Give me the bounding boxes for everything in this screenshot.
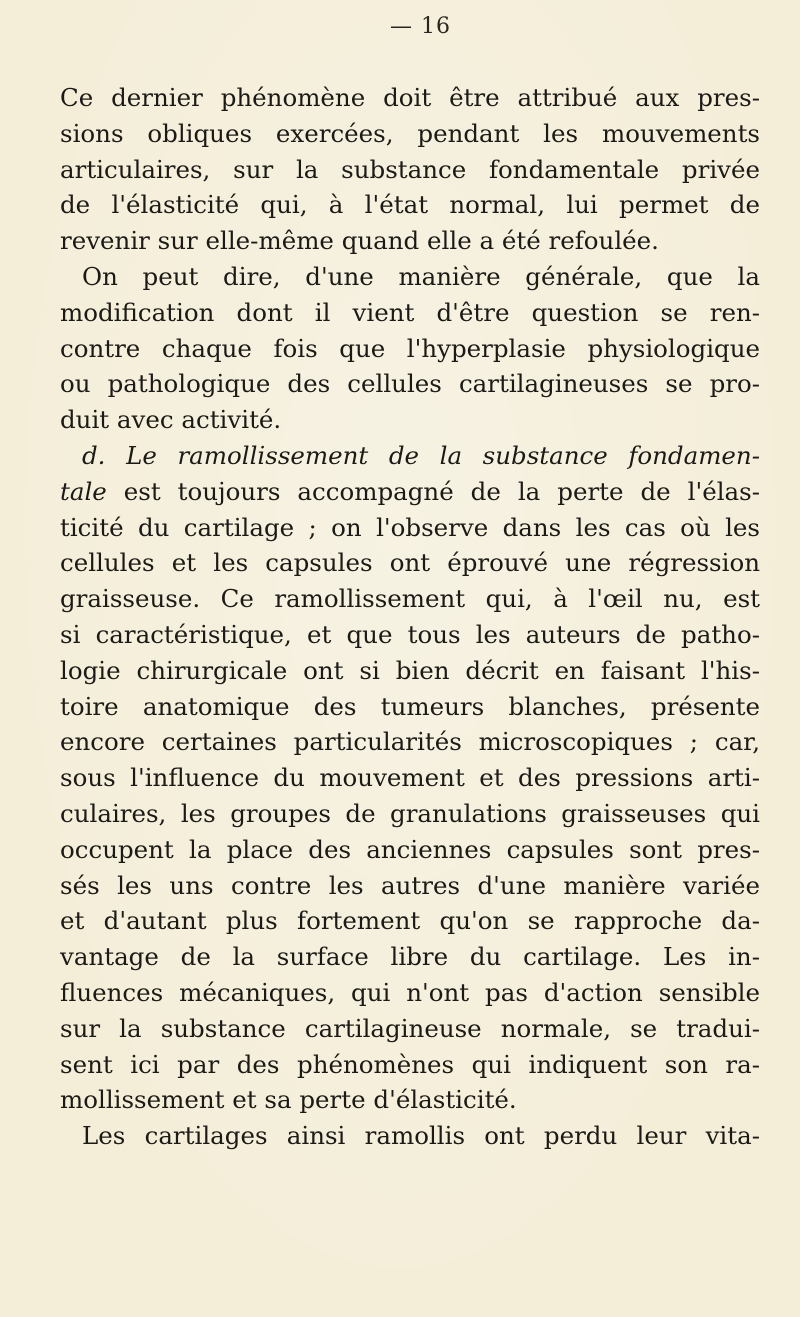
- text-line: occupent la place des anciennes capsules sont pres-: [60, 834, 760, 864]
- section-title-part: Le ramollissement de la substance fondamen-: [126, 440, 760, 470]
- text-line: Ce dernier phénomène doit être attribué aux pres-: [60, 83, 760, 112]
- text-line: fluences mécaniques, qui n'ont pas d'action sensible: [60, 977, 760, 1007]
- text-fragment: est toujours accompagné de la perte de l'élas-: [106, 476, 760, 506]
- page-number: — 16: [390, 14, 451, 39]
- text-line: articulaires, sur la substance fondamentale privée: [60, 154, 760, 184]
- text-line: culaires, les groupes de granulations graisseuses qui: [60, 798, 760, 828]
- text-line: et d'autant plus fortement qu'on se rapproche da-: [60, 906, 760, 936]
- section-title-part: tale: [60, 476, 107, 506]
- text-line: graisseuse. Ce ramollissement qui, à l'œil nu, est: [60, 584, 760, 614]
- text-line: contre chaque fois que l'hyperplasie physiologique: [60, 333, 760, 363]
- text-line: sous l'influence du mouvement et des pressions arti-: [60, 763, 760, 793]
- text-line: si caractéristique, et que tous les auteurs de patho-: [60, 619, 760, 649]
- text-line: encore certaines particularités microscopiques ; car,: [60, 727, 760, 757]
- text-line: ticité du cartilage ; on l'observe dans les cas où les: [60, 512, 760, 542]
- section-label: d.: [82, 440, 127, 470]
- text-line: Les cartilages ainsi ramollis ont perdu leur vita-: [82, 1121, 760, 1151]
- text-line: logie chirurgicale ont si bien décrit en faisant l'his-: [60, 655, 760, 685]
- text-line: vantage de la surface libre du cartilage. Les in-: [60, 942, 760, 972]
- text-line: duit avec activité.: [60, 405, 282, 435]
- text-line: cellules et les capsules ont éprouvé une régression: [60, 548, 760, 578]
- text-line: toire anatomique des tumeurs blanches, présente: [60, 691, 760, 721]
- text-line: ou pathologique des cellules cartilagineuses se pro-: [60, 369, 760, 399]
- text-line: sés les uns contre les autres d'une manière variée: [60, 870, 760, 900]
- text-line: sur la substance cartilagineuse normale, se tradui-: [60, 1013, 760, 1043]
- text-line: On peut dire, d'une manière générale, que la: [82, 261, 760, 291]
- text-line: sions obliques exercées, pendant les mouvements: [60, 118, 760, 148]
- text-line: mollissement et sa perte d'élasticité.: [60, 1085, 517, 1115]
- text-line: de l'élasticité qui, à l'état normal, lui permet de: [60, 190, 760, 220]
- text-line: sent ici par des phénomènes qui indiquent son ra-: [60, 1049, 760, 1079]
- section-heading-line: [60, 438, 760, 474]
- body-text: [60, 80, 760, 1154]
- text-line: revenir sur elle-même quand elle a été refoulée.: [60, 226, 659, 256]
- section-heading-continuation: [60, 474, 760, 510]
- text-line: modification dont il vient d'être question se ren-: [60, 297, 760, 327]
